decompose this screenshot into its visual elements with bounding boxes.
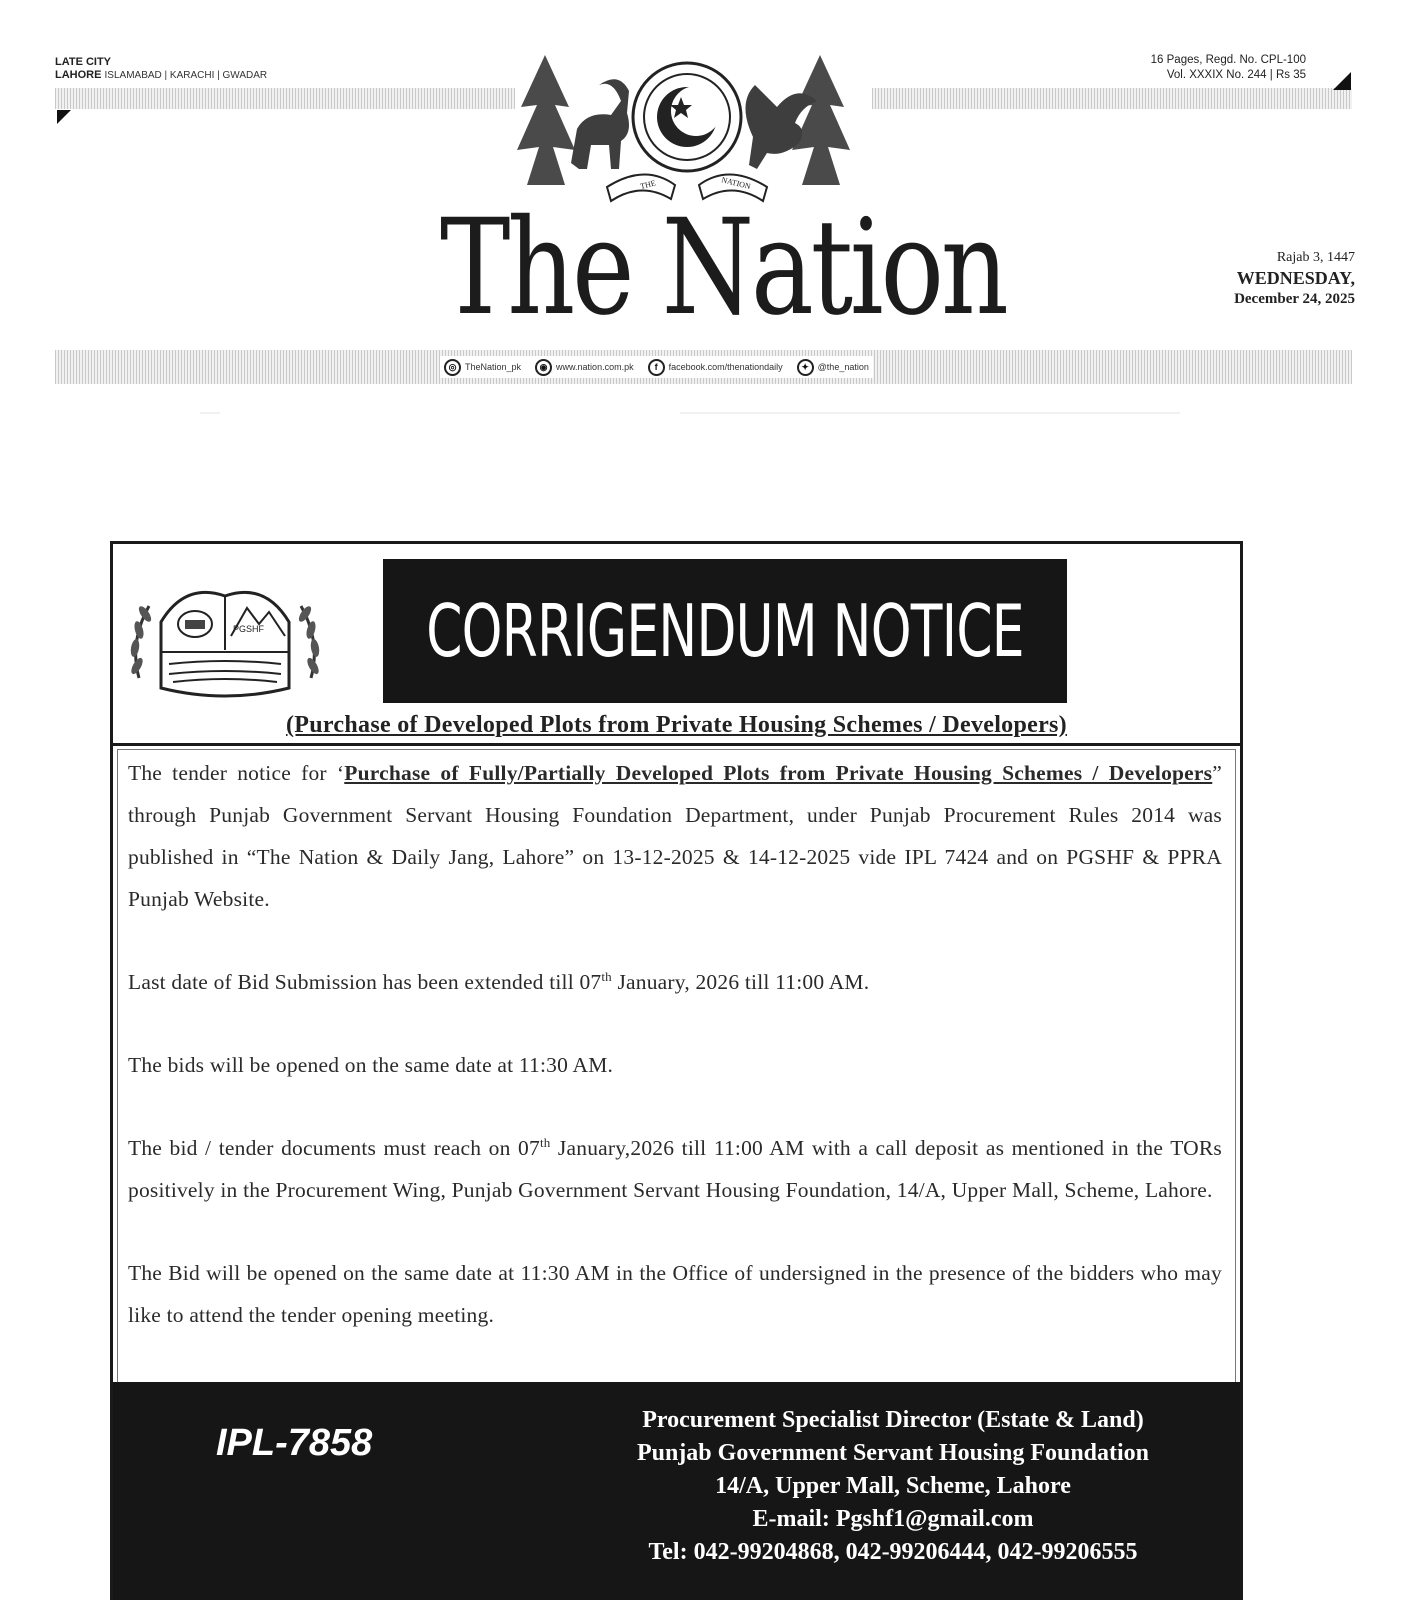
signatory-phone: Tel: 042-99204868, 042-99206444, 042-99206555 [648,1539,1138,1565]
social-twitter [797,359,869,376]
social-facebook [648,359,783,376]
social-instagram [444,359,521,376]
notice-body [113,743,1240,1386]
p1-prefix: The tender notice for ‘ [128,761,345,785]
notice-footer [113,1382,1240,1600]
social-facebook-label: facebook.com/thenationdaily [668,362,783,372]
pgshf-logo-icon [125,578,325,708]
p1-highlight: Purchase of Fully/Partially Developed Plots from Private Housing Schemes / Developers [344,761,1213,785]
p4-text: The bid / tender documents must reach on 07 [128,1136,540,1160]
signatory-organization: Punjab Government Servant Housing Foundation [636,1440,1150,1466]
facebook-icon: f [648,359,665,376]
p2-text: Last date of Bid Submission has been extended till 07 [128,970,602,994]
edition-city: LAHORE [55,69,102,81]
social-links [440,356,873,378]
pages-registration: 16 Pages, Regd. No. CPL-100 [1150,54,1306,66]
p2-ordinal: th [601,968,612,984]
signatory-title: Procurement Specialist Director (Estate & Land) [642,1407,1144,1433]
paragraph-2 [128,961,1222,1003]
faint-mark [680,412,1180,414]
hijri-date: Rajab 3, 1447 [1276,250,1355,265]
newspaper-title: The Nation [440,191,1006,345]
corner-mark-left [57,110,71,124]
masthead-rule-right [872,88,1352,109]
instagram-icon: ◎ [444,359,461,376]
notice-subtitle: (Purchase of Developed Plots from Private Housing Schemes / Developers) [286,712,1067,738]
date-block [1234,247,1355,310]
signatory-email: E-mail: Pgshf1@gmail.com [752,1506,1034,1532]
notice-banner [383,559,1067,703]
corrigendum-notice [110,541,1243,1600]
masthead-rule-left [55,88,515,109]
social-instagram-label: TheNation_pk [465,362,522,372]
social-web [535,359,634,376]
social-web-label: www.nation.com.pk [556,362,634,372]
p4-text-end: January,2026 till 11:00 AM with a call deposit as mentioned in the TORs positively in the Procurement Wing, Punjab Government Servant Housing Foundation, 14/A, Upper Mall, Scheme, Lahore. [128,1136,1222,1202]
paragraph-3: The bids will be opened on the same date at 11:30 AM. [128,1053,614,1077]
social-twitter-label: @the_nation [817,362,869,372]
masthead-crest-icon [515,45,860,205]
paragraph-1 [128,752,1222,920]
crest-ribbon-right-text: NATION [720,175,752,192]
notice-title: CORRIGENDUM NOTICE [426,589,1024,673]
edition-info [55,56,267,82]
twitter-icon: ✦ [797,359,814,376]
crest-ribbon-left-text: THE [639,178,657,191]
signatory-address: 14/A, Upper Mall, Scheme, Lahore [715,1473,1071,1499]
gregorian-date: December 24, 2025 [1234,291,1355,307]
edition-label: LATE CITY [55,56,112,68]
faint-mark [200,412,220,414]
body-text [128,752,1222,1377]
weekday: WEDNESDAY, [1236,268,1355,288]
web-icon: ◉ [535,359,552,376]
publication-info [1151,53,1306,83]
volume-price: Vol. XXXIX No. 244 | Rs 35 [1166,69,1306,81]
corner-mark-right [1333,72,1351,90]
signatory-block [583,1404,1203,1569]
logo-text: PGSHF [233,624,265,634]
p1-suffix: ” through Punjab Government Servant Housing Foundation Department, under Punjab Procurement Rules 2014 was published in “The Nation & Daily Jang, Lahore” on 13-12-2025 & 14-12-2025 vide IPL 7424 and on PGSHF & PPRA Punjab Website. [128,761,1222,911]
p4-ordinal: th [539,1134,551,1150]
p2-text-end: January, 2026 till 11:00 AM. [611,970,870,994]
edition-other-cities: ISLAMABAD | KARACHI | GWADAR [104,70,268,81]
ipl-code: IPL-7858 [216,1422,373,1464]
paragraph-4 [128,1127,1222,1211]
paragraph-5: The Bid will be opened on the same date at 11:30 AM in the Office of undersigned in the presence of the bidders who may like to attend the tender opening meeting. [128,1261,1222,1327]
